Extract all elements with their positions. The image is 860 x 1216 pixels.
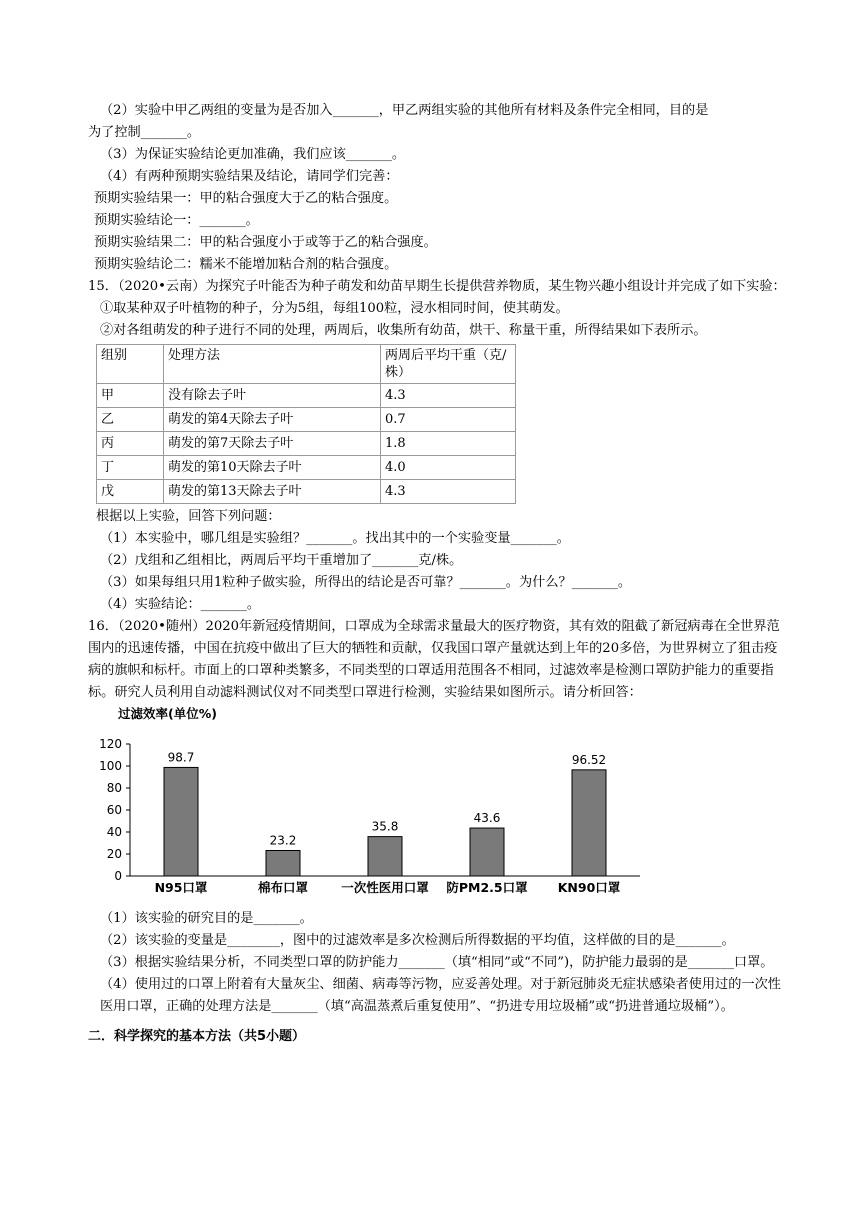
q16-question1: （1）该实验的研究目的是_______。 (100, 911, 313, 926)
table-cell: 没有除去子叶 (164, 384, 381, 408)
q16-stem: 16．（2020•随州）2020年新冠疫情期间，口罩成为全球需求量最大的医疗物资，其有效的阻截了新冠病毒在全世界范围内的迅速传播，中国在抗疫中做出了巨大的牺牲和贡献，仅我国口罩产量就达到上年的20多倍，为世界树立了狙击疫病的旗帜和标杆。市面上的口罩种类繁多，不同类型的口罩适用范围各不相同，过滤效率是检测口罩防护能力的重要指标。研究人员利用自动滤料测试仪对不同类型口罩进行检测，实验结果如图所示。请分析回答： (88, 619, 780, 700)
table-cell: 1.8 (381, 432, 516, 456)
table-cell: 4.3 (381, 480, 516, 504)
y-tick-label: 40 (106, 825, 122, 839)
table-cell: 丙 (97, 432, 164, 456)
table-row (97, 480, 516, 504)
table-row (97, 456, 516, 480)
bar (164, 767, 198, 876)
table-cell: 戊 (97, 480, 164, 504)
q15-step2: ②对各组萌发的种子进行不同的处理，两周后，收集所有幼苗，烘干、称量干重，所得结果如下表所示。 (100, 323, 707, 338)
table-header-row (97, 345, 516, 384)
q14-result1: 预期实验结果一：甲的粘合强度大于乙的粘合强度。 (94, 191, 398, 206)
q16-question4: （4）使用过的口罩上附着有大量灰尘、细菌、病毒等污物，应妥善处理。对于新冠肺炎无症状感染者使用过的一次性医用口罩，正确的处理方法是_______（填“高温蒸煮后重复使用”、“扔进专用垃圾桶”或“扔进普通垃圾桶”）。 (100, 977, 781, 1014)
table-header-cell: 处理方法 (164, 345, 381, 384)
bar (572, 770, 606, 876)
q15-stem: 15．（2020•云南）为探究子叶能否为种子萌发和幼苗早期生长提供营养物质，某生物兴趣小组设计并完成了如下实验： (88, 279, 786, 294)
table-cell: 4.0 (381, 456, 516, 480)
bar-value-label: 35.8 (371, 819, 399, 834)
q14-conclusion2: 预期实验结论二：糯米不能增加粘合剂的粘合强度。 (94, 257, 398, 272)
q15-step1: ①取某种双子叶植物的种子，分为5组，每组100粒，浸水相同时间，使其萌发。 (100, 301, 569, 316)
x-category-label: N95口罩 (154, 880, 208, 895)
chart-title: 过滤效率(单位%) (118, 706, 217, 721)
y-tick-label: 80 (106, 781, 122, 795)
bar-chart-svg (94, 704, 654, 900)
section-heading: 二．科学探究的基本方法（共5小题） (88, 1029, 306, 1044)
experiment-table (96, 344, 516, 504)
bar (368, 837, 402, 876)
q15-question2: （2）戊组和乙组相比，两周后平均干重增加了_______克/株。 (100, 553, 463, 568)
bar (470, 828, 504, 876)
q14-conclusion1: 预期实验结论一：_______。 (94, 213, 259, 228)
y-tick-label: 20 (106, 847, 122, 861)
y-tick-label: 100 (99, 759, 122, 773)
q15-question1: （1）本实验中，哪几组是实验组？_______。找出其中的一个实验变量_______。 (100, 531, 570, 546)
y-tick-label: 0 (114, 869, 122, 883)
table-row (97, 384, 516, 408)
question-16 (88, 616, 788, 1018)
question-15 (88, 276, 788, 616)
q14-part2-line: （2）实验中甲乙两组的变量为是否加入_______，甲乙两组实验的其他所有材料及条件完全相同，目的是 (100, 103, 709, 118)
table-cell: 萌发的第10天除去子叶 (164, 456, 381, 480)
table-cell: 甲 (97, 384, 164, 408)
q14-result2: 预期实验结果二：甲的粘合强度小于或等于乙的粘合强度。 (94, 235, 437, 250)
table-cell: 萌发的第7天除去子叶 (164, 432, 381, 456)
table-cell: 萌发的第13天除去子叶 (164, 480, 381, 504)
table-cell: 4.3 (381, 384, 516, 408)
bar-value-label: 43.6 (473, 811, 501, 826)
table-header-cell: 组别 (97, 345, 164, 384)
table-header-cell: 两周后平均干重（克/株） (381, 345, 516, 384)
q16-question3: （3）根据实验结果分析，不同类型口罩的防护能力_______（填“相同”或“不同”)，防护能力最弱的是_______口罩。 (100, 955, 774, 970)
y-tick-label: 120 (99, 737, 122, 751)
y-tick-label: 60 (106, 803, 122, 817)
filtration-chart (94, 704, 788, 908)
bar-value-label: 23.2 (269, 833, 297, 848)
table-cell: 萌发的第4天除去子叶 (164, 408, 381, 432)
x-category-label: 棉布口罩 (257, 880, 309, 895)
bar-value-label: 96.52 (571, 752, 607, 767)
q16-question2: （2）该实验的变量是________，图中的过滤效率是多次检测后所得数据的平均值，这样做的目的是_______。 (100, 933, 735, 948)
question-14-continued (88, 100, 788, 276)
q15-question3: （3）如果每组只用1粒种子做实验，所得出的结论是否可靠？_______。为什么？_______。 (100, 575, 632, 590)
q14-part2-line2: 为了控制_______。 (88, 125, 201, 140)
table-row (97, 432, 516, 456)
table-row (97, 408, 516, 432)
q14-part4: （4）有两种预期实验结果及结论，请同学们完善： (100, 169, 399, 184)
table-cell: 乙 (97, 408, 164, 432)
bar (266, 850, 300, 876)
bar-value-label: 98.7 (167, 750, 195, 765)
x-category-label: 一次性医用口罩 (341, 880, 429, 895)
x-category-label: KN90口罩 (557, 880, 621, 895)
table-cell: 丁 (97, 456, 164, 480)
table-cell: 0.7 (381, 408, 516, 432)
x-category-label: 防PM2.5口罩 (446, 880, 528, 895)
document-page (88, 100, 788, 1048)
q15-question4: （4）实验结论：_______。 (100, 597, 261, 612)
q15-intro: 根据以上实验，回答下列问题： (96, 509, 281, 524)
q14-part3: （3）为保证实验结论更加准确，我们应该_______。 (100, 147, 406, 162)
